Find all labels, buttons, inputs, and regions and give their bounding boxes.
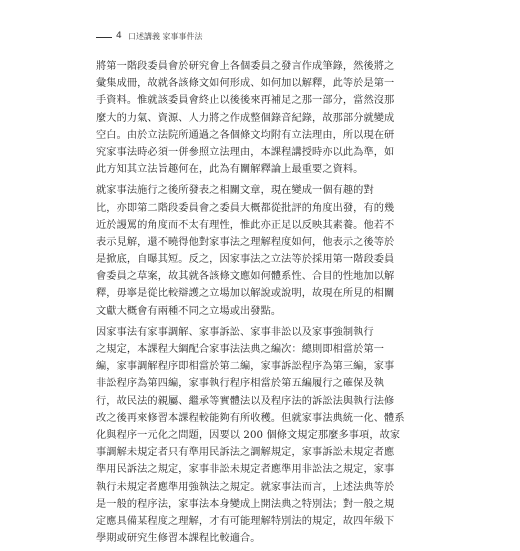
text-line: 定應具備某程度之理解，才有可能理解特別法的規定，故四年級下 xyxy=(96,515,395,527)
text-line: 比，亦即第二階段委員會之委員大概都從批評的角度出發，有的幾 xyxy=(96,202,395,214)
paragraph-2 xyxy=(96,182,426,320)
text-line: 非訟程序為第四編，家事執行程序相當於第五編履行之確保及執 xyxy=(96,378,385,390)
text-line: 執行未規定者應準用強執法之規定。就家事法而言，上述法典等於 xyxy=(96,481,395,493)
text-line: 行，故民法的親屬、繼承等實體法以及程序法的訴訟法與執行法修 xyxy=(96,395,395,407)
text-line: 是一般的程序法，家事法本身變成上開法典之特別法；對一般之規 xyxy=(96,498,395,510)
text-line: 文獻大概會有兩種不同之立場或出發點。 xyxy=(96,305,282,317)
paragraph-3 xyxy=(96,324,426,547)
text-line: 準用民訴法之規定，家事非訟未規定者應準用非訟法之規定，家事 xyxy=(96,464,395,476)
text-line: 就家事法施行之後所發表之相關文章，現在變成一個有趣的對 xyxy=(96,185,374,197)
text-line: 學期或研究生修習本課程比較適合。 xyxy=(96,533,261,545)
text-line: 化與程序一元化之問題，因要以 200 個條文規定那麼多事項，故家 xyxy=(96,429,401,441)
text-line: 將第一階段委員會於研究會上各個委員之發言作成筆錄，然後將之 xyxy=(96,61,395,72)
text-line: 之規定，本課程大綱配合家事法法典之編次：總則即相當於第一 xyxy=(96,344,385,355)
text-line: 編，家事調解程序即相當於第二編，家事訴訟程序為第三編，家事 xyxy=(96,361,395,373)
text-line: 彙集成冊，故就各該條文如何形成、如何加以解釋，此等於是第一 xyxy=(96,78,395,90)
text-line: 改之後再來修習本課程較能夠有所收穫。但就家事法典統一化、體系 xyxy=(96,412,405,424)
paragraph-1 xyxy=(96,58,426,178)
text-line: 此方知其立法旨趣何在，此為有關解釋論上最重要之資料。 xyxy=(96,164,364,176)
text-line: 事調解未規定者只有準用民訴法之調解規定，家事訴訟未規定者應 xyxy=(96,447,395,459)
text-line: 手資料。惟就該委員會終止以後後來再補足之那一部分，當然沒那 xyxy=(96,95,395,107)
text-line: 表示見解，還不曉得他對家事法之理解程度如何，他表示之後等於 xyxy=(96,236,395,248)
text-line: 是掀底，自曝其短。反之，因家事法之立法等於採用第一階段委員 xyxy=(96,254,395,266)
body-text xyxy=(96,58,426,551)
text-line: 會委員之草案，故其就各該條文應如何體系性、合目的性地加以解 xyxy=(96,271,395,283)
page-number: 4 xyxy=(116,31,122,41)
text-line: 空白。由於立法院所通過之各個條文均附有立法理由，所以現在研 xyxy=(96,129,395,141)
header-rule xyxy=(96,37,112,38)
text-line: 麼大的力氣、資源、人力將之作成整個錄音紀錄，故那部分就變成 xyxy=(96,112,395,124)
text-line: 釋，毋寧是從比較辯護之立場加以解說或說明，故現在所見的相關 xyxy=(96,288,395,300)
running-title: 口述講義 家事事件法 xyxy=(128,32,203,41)
text-line: 究家事法時必須一併參照立法理由，本課程講授時亦以此為準，如 xyxy=(96,146,395,158)
text-line: 近於謾罵的角度而不太有理性，惟此亦正足以反映其素養。他若不 xyxy=(96,219,395,231)
text-line: 因家事法有家事調解、家事訴訟、家事非訟以及家事強制執行 xyxy=(96,326,374,338)
running-header xyxy=(96,31,426,45)
